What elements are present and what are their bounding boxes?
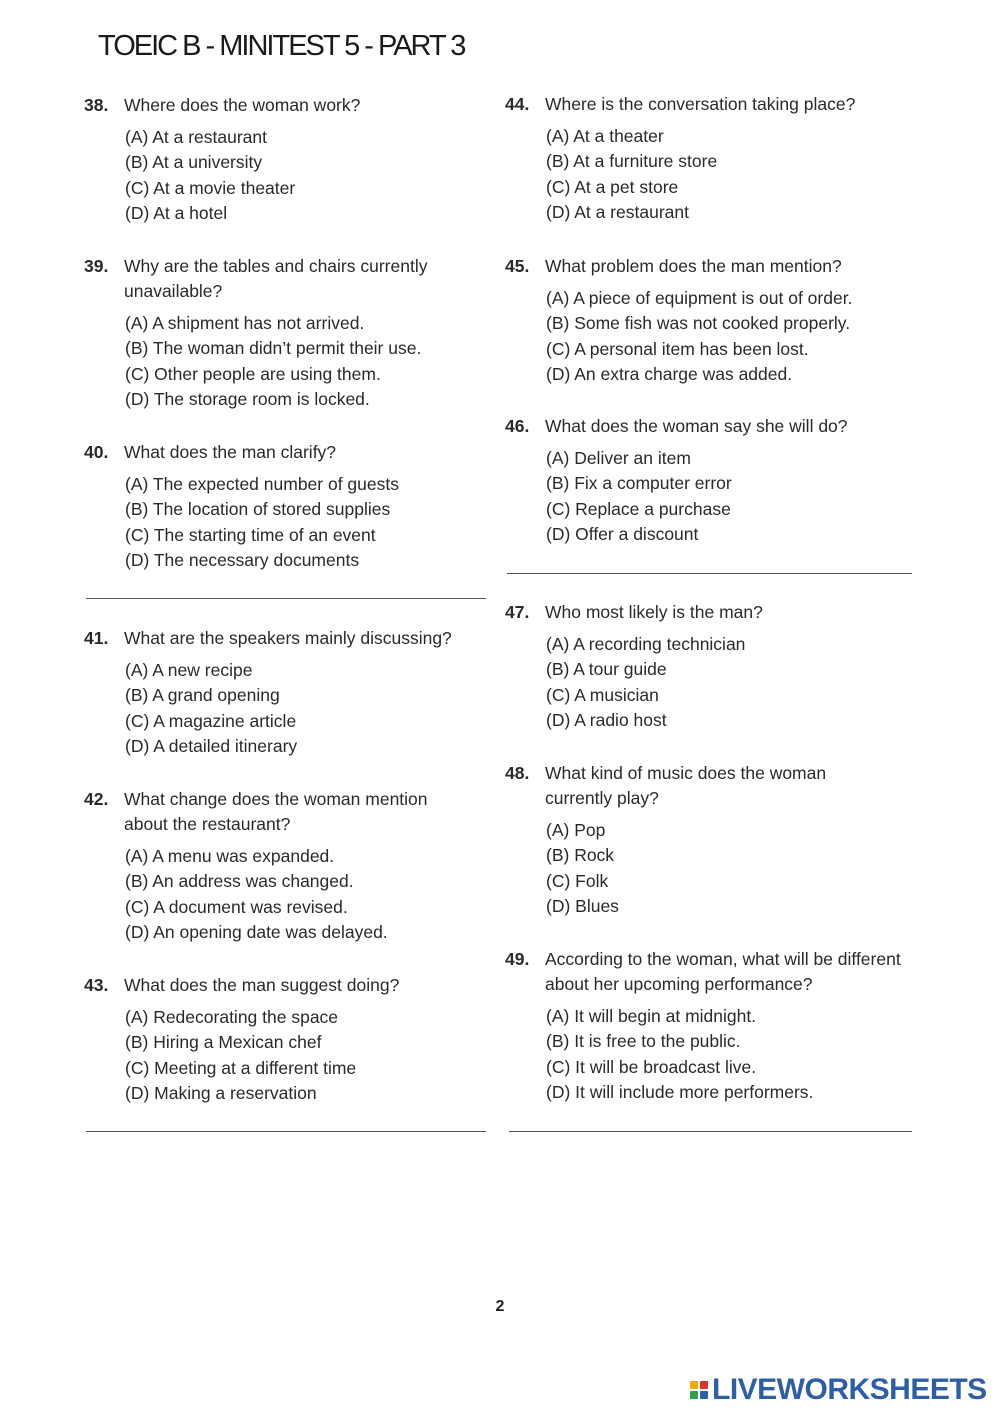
option-d[interactable]: (D) At a restaurant bbox=[546, 201, 689, 222]
question-49 bbox=[505, 947, 917, 1105]
option-c[interactable]: (C) Meeting at a different time bbox=[125, 1057, 357, 1078]
question-46 bbox=[505, 414, 915, 547]
question-number: 43. bbox=[84, 975, 109, 995]
question-number: 46. bbox=[505, 416, 530, 436]
option-d[interactable]: (D) Blues bbox=[546, 895, 619, 916]
option-d[interactable]: (D) The necessary documents bbox=[125, 549, 360, 570]
option-a[interactable]: (A) Deliver an item bbox=[546, 448, 691, 468]
question-number: 39. bbox=[84, 256, 109, 276]
option-b[interactable]: (B) At a furniture store bbox=[546, 151, 718, 172]
question-number: 40. bbox=[84, 442, 109, 462]
question-text: What kind of music does the woman currently play? bbox=[545, 763, 827, 808]
option-d[interactable]: (D) A detailed itinerary bbox=[125, 735, 298, 756]
page-title: TOEIC B - MINITEST 5 - PART 3 bbox=[98, 30, 465, 62]
option-a[interactable]: (A) Pop bbox=[546, 820, 606, 840]
question-40 bbox=[84, 440, 489, 573]
question-43 bbox=[84, 973, 489, 1106]
question-number: 41. bbox=[84, 628, 109, 648]
option-a[interactable]: (A) Redecorating the space bbox=[125, 1007, 339, 1027]
option-a[interactable]: (A) A new recipe bbox=[125, 660, 253, 680]
section-divider bbox=[86, 598, 486, 599]
option-c[interactable]: (C) The starting time of an event bbox=[125, 524, 376, 545]
option-a[interactable]: (A) The expected number of guests bbox=[125, 474, 399, 494]
option-d[interactable]: (D) Making a reservation bbox=[125, 1082, 317, 1103]
question-number: 44. bbox=[505, 94, 530, 114]
option-a[interactable]: (A) A menu was expanded. bbox=[125, 846, 335, 866]
option-d[interactable]: (D) It will include more performers. bbox=[546, 1081, 814, 1102]
page-number: 2 bbox=[495, 1298, 505, 1315]
option-d[interactable]: (D) At a hotel bbox=[125, 202, 228, 223]
question-42 bbox=[84, 787, 489, 945]
option-c[interactable]: (C) A musician bbox=[546, 684, 659, 705]
question-number: 45. bbox=[505, 256, 530, 276]
option-a[interactable]: (A) It will begin at midnight. bbox=[546, 1006, 757, 1026]
option-d[interactable]: (D) Offer a discount bbox=[546, 523, 699, 544]
question-text: What does the man clarify? bbox=[124, 442, 337, 462]
brand-square-green bbox=[690, 1391, 698, 1399]
question-41 bbox=[84, 626, 489, 759]
option-d[interactable]: (D) An extra charge was added. bbox=[546, 363, 793, 384]
section-divider bbox=[86, 1131, 486, 1132]
option-b[interactable]: (B) Some fish was not cooked properly. bbox=[546, 313, 851, 334]
section-divider bbox=[507, 573, 912, 574]
option-d[interactable]: (D) A radio host bbox=[546, 709, 667, 730]
option-b[interactable]: (B) The woman didn’t permit their use. bbox=[125, 338, 422, 359]
question-number: 49. bbox=[505, 949, 530, 969]
option-c[interactable]: (C) At a pet store bbox=[546, 176, 679, 197]
option-b[interactable]: (B) It is free to the public. bbox=[546, 1031, 741, 1052]
brand-square-blue bbox=[700, 1391, 708, 1399]
option-a[interactable]: (A) A recording technician bbox=[546, 634, 746, 654]
option-a[interactable]: (A) At a restaurant bbox=[125, 127, 268, 147]
brand-name: LIVEWORKSHEETS bbox=[712, 1373, 987, 1406]
question-text: What problem does the man mention? bbox=[545, 256, 842, 276]
question-text: Why are the tables and chairs currently unavailable? bbox=[124, 256, 428, 301]
brand-square-red bbox=[700, 1381, 708, 1389]
option-b[interactable]: (B) A tour guide bbox=[546, 659, 667, 680]
option-a[interactable]: (A) A piece of equipment is out of order. bbox=[546, 288, 853, 308]
option-b[interactable]: (B) At a university bbox=[125, 152, 263, 173]
option-b[interactable]: (B) Rock bbox=[546, 845, 615, 866]
option-b[interactable]: (B) Fix a computer error bbox=[546, 473, 732, 494]
question-48 bbox=[505, 761, 915, 919]
question-number: 38. bbox=[84, 95, 109, 115]
option-c[interactable]: (C) Replace a purchase bbox=[546, 498, 731, 519]
question-text: According to the woman, what will be different about her upcoming performance? bbox=[545, 949, 901, 994]
question-45 bbox=[505, 254, 915, 387]
question-text: What does the woman say she will do? bbox=[545, 416, 848, 436]
question-text: What change does the woman mention about the restaurant? bbox=[124, 789, 428, 834]
option-b[interactable]: (B) Hiring a Mexican chef bbox=[125, 1032, 322, 1053]
question-text: What are the speakers mainly discussing? bbox=[124, 628, 452, 648]
question-text: What does the man suggest doing? bbox=[124, 975, 400, 995]
option-c[interactable]: (C) A document was revised. bbox=[125, 896, 348, 917]
option-b[interactable]: (B) The location of stored supplies bbox=[125, 499, 391, 520]
question-text: Who most likely is the man? bbox=[545, 602, 763, 622]
question-47 bbox=[505, 600, 915, 733]
option-c[interactable]: (C) A personal item has been lost. bbox=[546, 338, 809, 359]
brand-square-yellow bbox=[690, 1381, 698, 1389]
option-c[interactable]: (C) A magazine article bbox=[125, 710, 297, 731]
question-text: Where is the conversation taking place? bbox=[545, 94, 856, 114]
option-c[interactable]: (C) It will be broadcast live. bbox=[546, 1056, 757, 1077]
question-38 bbox=[84, 93, 489, 226]
question-number: 48. bbox=[505, 763, 530, 783]
question-text: Where does the woman work? bbox=[124, 95, 361, 115]
option-c[interactable]: (C) Other people are using them. bbox=[125, 363, 381, 384]
option-c[interactable]: (C) At a movie theater bbox=[125, 177, 296, 198]
question-44 bbox=[505, 92, 915, 225]
question-39 bbox=[84, 254, 489, 412]
option-c[interactable]: (C) Folk bbox=[546, 870, 609, 891]
question-number: 42. bbox=[84, 789, 109, 809]
option-b[interactable]: (B) An address was changed. bbox=[125, 871, 354, 892]
option-a[interactable]: (A) At a theater bbox=[546, 126, 664, 146]
section-divider bbox=[509, 1131, 912, 1132]
option-a[interactable]: (A) A shipment has not arrived. bbox=[125, 313, 365, 333]
question-number: 47. bbox=[505, 602, 530, 622]
option-d[interactable]: (D) An opening date was delayed. bbox=[125, 921, 388, 942]
option-d[interactable]: (D) The storage room is locked. bbox=[125, 388, 370, 409]
brand-mark-icon bbox=[690, 1381, 708, 1399]
option-b[interactable]: (B) A grand opening bbox=[125, 685, 280, 706]
brand-logo[interactable] bbox=[690, 1373, 990, 1407]
